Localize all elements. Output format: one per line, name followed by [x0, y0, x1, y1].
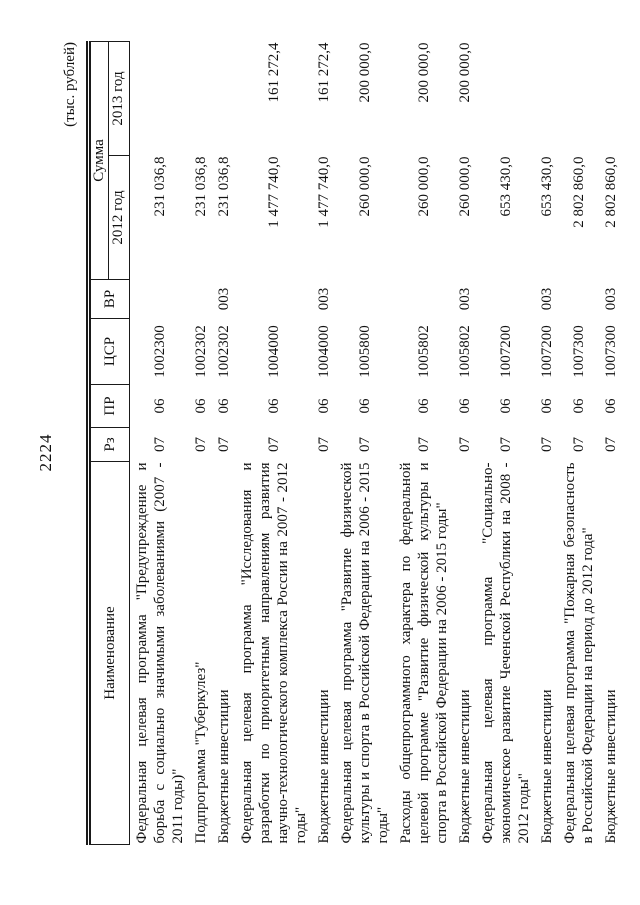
header-row-top: [89, 41, 109, 844]
cell-tsr: 1007200: [497, 325, 514, 378]
cell-name: Бюджетные инвестиции: [602, 689, 619, 844]
cell-vr: [476, 280, 535, 319]
cell-y2013: 161 272,4: [315, 42, 332, 103]
cell-y2012: 2 802 860,0: [570, 156, 587, 228]
cell-y2013: 161 272,4: [265, 42, 282, 103]
table-row: [129, 41, 189, 844]
cell-vr: 003: [602, 287, 619, 311]
table-row: [394, 41, 453, 844]
cell-y2012: 260 000,0: [356, 156, 373, 217]
cell-vr: 003: [215, 287, 232, 311]
page-number: 2224: [36, 433, 55, 472]
units-note: (тыс. рублей): [62, 42, 78, 127]
cell-vr: [335, 280, 394, 319]
cell-name: Бюджетные инвестиции: [215, 689, 232, 844]
cell-tsr: 1005802: [415, 325, 432, 378]
cell-rz: 07: [415, 437, 432, 452]
cell-tsr: 1004000: [315, 325, 332, 378]
cell-y2013: 200 000,0: [456, 42, 473, 103]
budget-table-header: [89, 41, 130, 844]
col-header-year-2012: 2012 год: [108, 156, 129, 280]
col-header-rz: Рз: [89, 428, 130, 462]
cell-y2013: [535, 41, 558, 155]
cell-name: Бюджетные инвестиции: [315, 689, 332, 844]
cell-y2013: [476, 41, 535, 155]
cell-vr: [235, 280, 312, 319]
col-header-year-2013: 2013 год: [108, 41, 129, 155]
col-header-sum-group: Сумма: [89, 41, 109, 279]
cell-tsr: 1005802: [456, 325, 473, 378]
budget-table-body: [129, 41, 622, 844]
cell-rz: 07: [315, 437, 332, 452]
cell-name: Бюджетные инвестиции: [538, 689, 555, 844]
table-row: [335, 41, 394, 844]
cell-name: Расходы общепрограммного характера по федеральной целевой программе "Развитие физической культуры и спорта в Российской Федерации на 2006 - 2015 годы": [397, 462, 450, 844]
cell-y2012: 260 000,0: [456, 156, 473, 217]
cell-pr: 06: [538, 398, 555, 414]
cell-y2012: 260 000,0: [415, 156, 432, 217]
cell-rz: 07: [456, 437, 473, 452]
cell-y2013: [189, 41, 212, 155]
cell-rz: 07: [265, 437, 282, 452]
cell-pr: 06: [602, 398, 619, 414]
col-header-vr: ВР: [89, 280, 130, 319]
cell-y2013: 200 000,0: [356, 42, 373, 103]
cell-y2012: 2 802 860,0: [602, 156, 619, 228]
cell-pr: 06: [415, 398, 432, 414]
cell-pr: 06: [315, 398, 332, 414]
cell-y2012: 653 430,0: [497, 156, 514, 217]
cell-name: Федеральная целевая программа "Пожарная безопасность в Российской Федерации на период до 2012 года": [561, 462, 596, 844]
cell-y2012: 653 430,0: [538, 156, 555, 217]
cell-name: Федеральная целевая программа "Предупреждение и борьба с социально значимыми заболеваниями (2007 - 2011 годы)": [133, 462, 186, 844]
cell-vr: 003: [538, 287, 555, 311]
cell-rz: 07: [538, 437, 555, 452]
cell-pr: 06: [192, 398, 209, 414]
cell-y2012: 1 477 740,0: [265, 156, 282, 228]
cell-tsr: 1004000: [265, 325, 282, 378]
cell-vr: [189, 280, 212, 319]
table-row: [558, 41, 599, 844]
cell-rz: 07: [602, 437, 619, 452]
cell-y2012: 231 036,8: [215, 156, 232, 217]
cell-name: Федеральная целевая программа "Развитие физической культуры и спорта в Российской Федерации на 2006 - 2015 годы": [338, 462, 391, 844]
cell-y2013: [558, 41, 599, 155]
cell-y2013: [599, 41, 622, 155]
cell-rz: 07: [215, 437, 232, 452]
col-header-tsr: ЦСР: [89, 319, 130, 385]
table-row: [535, 41, 558, 844]
cell-tsr: 1007200: [538, 325, 555, 378]
table-row: [312, 41, 335, 844]
table-row: [189, 41, 212, 844]
cell-pr: 06: [151, 398, 168, 414]
cell-y2013: [212, 41, 235, 155]
col-header-pr: ПР: [89, 385, 130, 428]
cell-tsr: 1007300: [602, 325, 619, 378]
cell-rz: 07: [192, 437, 209, 452]
cell-tsr: 1002302: [215, 325, 232, 378]
budget-table: [86, 41, 622, 845]
cell-pr: 06: [456, 398, 473, 414]
table-row: [235, 41, 312, 844]
cell-name: Федеральная целевая программа "Социально-экономическое развитие Чеченской Республики на 2008 - 2012 годы": [479, 462, 532, 844]
cell-pr: 06: [265, 398, 282, 414]
cell-tsr: 1007300: [570, 325, 587, 378]
cell-y2012: 231 036,8: [151, 156, 168, 217]
cell-tsr: 1005800: [356, 325, 373, 378]
table-row: [599, 41, 622, 844]
cell-y2012: 1 477 740,0: [315, 156, 332, 228]
cell-vr: [558, 280, 599, 319]
cell-vr: [394, 280, 453, 319]
cell-pr: 06: [356, 398, 373, 414]
cell-tsr: 1002302: [192, 325, 209, 378]
cell-y2012: 231 036,8: [192, 156, 209, 217]
cell-y2013: 200 000,0: [415, 42, 432, 103]
cell-rz: 07: [570, 437, 587, 452]
cell-rz: 07: [356, 437, 373, 452]
cell-pr: 06: [497, 398, 514, 414]
table-row: [212, 41, 235, 844]
cell-vr: 003: [315, 287, 332, 311]
cell-name: Подпрограмма "Туберкулез": [192, 661, 209, 844]
cell-name: Бюджетные инвестиции: [456, 689, 473, 844]
cell-vr: 003: [456, 287, 473, 311]
table-row: [453, 41, 476, 844]
cell-name: Федеральная целевая программа "Исследования и разработки по приоритетным направлениям развития научно-технологического комплекса России на 2007 - 2012 годы": [238, 462, 309, 844]
cell-rz: 07: [497, 437, 514, 452]
cell-tsr: 1002300: [151, 325, 168, 378]
cell-pr: 06: [570, 398, 587, 414]
col-header-name: Наименование: [89, 462, 130, 845]
cell-pr: 06: [215, 398, 232, 414]
table-row: [476, 41, 535, 844]
cell-vr: [129, 280, 189, 319]
cell-y2013: [129, 41, 189, 155]
cell-rz: 07: [151, 437, 168, 452]
